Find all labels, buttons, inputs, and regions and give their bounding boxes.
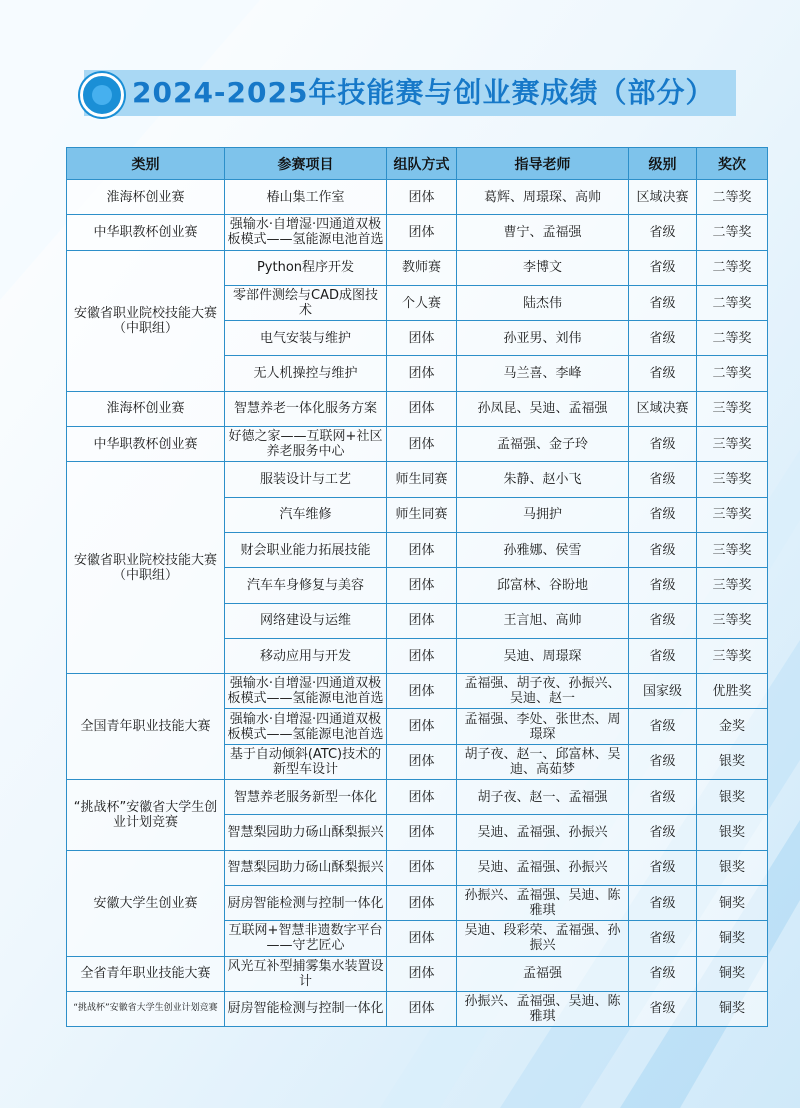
- table-row: [67, 780, 768, 815]
- project-cell: 强输水·自增湿·四通道双极板模式——氢能源电池首选: [225, 215, 387, 250]
- mentor-cell: 吴迪、孟福强、孙振兴: [457, 815, 629, 850]
- level-cell: 省级: [629, 744, 697, 779]
- level-cell: 省级: [629, 356, 697, 391]
- level-cell: 省级: [629, 285, 697, 320]
- award-cell: 铜奖: [697, 991, 768, 1026]
- level-cell: 国家级: [629, 674, 697, 709]
- project-cell: 基于自动倾斜(ATC)技术的新型车设计: [225, 744, 387, 779]
- project-cell: 强输水·自增湿·四通道双极板模式——氢能源电池首选: [225, 709, 387, 744]
- mentor-cell: 胡子夜、赵一、孟福强: [457, 780, 629, 815]
- category-cell: “挑战杯”安徽省大学生创业计划竞赛: [67, 780, 225, 851]
- award-cell: 二等奖: [697, 180, 768, 215]
- team-cell: 团体: [387, 921, 457, 956]
- level-cell: 省级: [629, 427, 697, 462]
- header-mentor: 指导老师: [457, 148, 629, 180]
- award-cell: 二等奖: [697, 215, 768, 250]
- category-cell: 中华职教杯创业赛: [67, 427, 225, 462]
- award-cell: 二等奖: [697, 356, 768, 391]
- title-circle-icon: [80, 73, 124, 117]
- award-cell: 银奖: [697, 780, 768, 815]
- project-cell: 移动应用与开发: [225, 638, 387, 673]
- level-cell: 省级: [629, 921, 697, 956]
- award-cell: 优胜奖: [697, 674, 768, 709]
- team-cell: 团体: [387, 180, 457, 215]
- team-cell: 团体: [387, 815, 457, 850]
- project-cell: Python程序开发: [225, 250, 387, 285]
- mentor-cell: 孙亚男、刘伟: [457, 321, 629, 356]
- level-cell: 区域决赛: [629, 180, 697, 215]
- team-cell: 团体: [387, 956, 457, 991]
- award-cell: 铜奖: [697, 956, 768, 991]
- award-cell: 三等奖: [697, 497, 768, 532]
- category-cell: 安徽大学生创业赛: [67, 850, 225, 956]
- table-row: [67, 215, 768, 250]
- mentor-cell: 马兰喜、李峰: [457, 356, 629, 391]
- results-table: [66, 147, 768, 1027]
- team-cell: 师生同赛: [387, 462, 457, 497]
- team-cell: 团体: [387, 532, 457, 567]
- mentor-cell: 孙雅娜、侯雪: [457, 532, 629, 567]
- level-cell: 省级: [629, 568, 697, 603]
- award-cell: 银奖: [697, 744, 768, 779]
- mentor-cell: 孙振兴、孟福强、吴迪、陈雅琪: [457, 991, 629, 1026]
- mentor-cell: 孙振兴、孟福强、吴迪、陈雅琪: [457, 885, 629, 920]
- award-cell: 二等奖: [697, 250, 768, 285]
- project-cell: 椿山集工作室: [225, 180, 387, 215]
- team-cell: 团体: [387, 603, 457, 638]
- mentor-cell: 马拥护: [457, 497, 629, 532]
- award-cell: 三等奖: [697, 532, 768, 567]
- table-row: [67, 850, 768, 885]
- table-row: [67, 956, 768, 991]
- project-cell: 智慧养老服务新型一体化: [225, 780, 387, 815]
- category-cell: 淮海杯创业赛: [67, 391, 225, 426]
- award-cell: 三等奖: [697, 638, 768, 673]
- award-cell: 三等奖: [697, 568, 768, 603]
- team-cell: 团体: [387, 674, 457, 709]
- level-cell: 省级: [629, 321, 697, 356]
- project-cell: 电气安装与维护: [225, 321, 387, 356]
- team-cell: 团体: [387, 850, 457, 885]
- table-row: [67, 250, 768, 285]
- level-cell: 省级: [629, 956, 697, 991]
- mentor-cell: 孟福强、金子玲: [457, 427, 629, 462]
- mentor-cell: 吴迪、周璟琛: [457, 638, 629, 673]
- mentor-cell: 吴迪、孟福强、孙振兴: [457, 850, 629, 885]
- table-row: [67, 674, 768, 709]
- header-award: 奖次: [697, 148, 768, 180]
- header-category: 类别: [67, 148, 225, 180]
- mentor-cell: 吴迪、段彩荣、孟福强、孙振兴: [457, 921, 629, 956]
- award-cell: 二等奖: [697, 321, 768, 356]
- award-cell: 三等奖: [697, 391, 768, 426]
- team-cell: 团体: [387, 321, 457, 356]
- category-cell: 淮海杯创业赛: [67, 180, 225, 215]
- table-row: [67, 991, 768, 1026]
- team-cell: 教师赛: [387, 250, 457, 285]
- level-cell: 省级: [629, 638, 697, 673]
- level-cell: 省级: [629, 850, 697, 885]
- team-cell: 个人赛: [387, 285, 457, 320]
- project-cell: 强输水·自增湿·四通道双极板模式——氢能源电池首选: [225, 674, 387, 709]
- level-cell: 省级: [629, 885, 697, 920]
- mentor-cell: 陆杰伟: [457, 285, 629, 320]
- project-cell: 厨房智能检测与控制一体化: [225, 991, 387, 1026]
- level-cell: 省级: [629, 780, 697, 815]
- header-level: 级别: [629, 148, 697, 180]
- table-row: [67, 391, 768, 426]
- mentor-cell: 李博文: [457, 250, 629, 285]
- table-row: [67, 462, 768, 497]
- project-cell: 智慧养老一体化服务方案: [225, 391, 387, 426]
- category-cell: 中华职教杯创业赛: [67, 215, 225, 250]
- team-cell: 团体: [387, 427, 457, 462]
- project-cell: 汽车维修: [225, 497, 387, 532]
- level-cell: 省级: [629, 462, 697, 497]
- header-team: 组队方式: [387, 148, 457, 180]
- team-cell: 团体: [387, 744, 457, 779]
- award-cell: 二等奖: [697, 285, 768, 320]
- project-cell: 智慧梨园助力砀山酥梨振兴: [225, 815, 387, 850]
- team-cell: 团体: [387, 215, 457, 250]
- category-cell: “挑战杯”安徽省大学生创业计划竞赛: [67, 991, 225, 1026]
- level-cell: 省级: [629, 497, 697, 532]
- project-cell: 风光互补型捕雾集水装置设计: [225, 956, 387, 991]
- team-cell: 团体: [387, 638, 457, 673]
- project-cell: 智慧梨园助力砀山酥梨振兴: [225, 850, 387, 885]
- level-cell: 省级: [629, 709, 697, 744]
- team-cell: 团体: [387, 391, 457, 426]
- team-cell: 团体: [387, 709, 457, 744]
- header-project: 参赛项目: [225, 148, 387, 180]
- table-row: [67, 180, 768, 215]
- project-cell: 服装设计与工艺: [225, 462, 387, 497]
- mentor-cell: 王言旭、高帅: [457, 603, 629, 638]
- level-cell: 省级: [629, 532, 697, 567]
- mentor-cell: 孟福强、胡子夜、孙振兴、吴迪、赵一: [457, 674, 629, 709]
- category-cell: 安徽省职业院校技能大赛（中职组）: [67, 462, 225, 674]
- team-cell: 师生同赛: [387, 497, 457, 532]
- award-cell: 铜奖: [697, 885, 768, 920]
- mentor-cell: 孟福强: [457, 956, 629, 991]
- mentor-cell: 邱富林、谷盼地: [457, 568, 629, 603]
- award-cell: 三等奖: [697, 427, 768, 462]
- project-cell: 无人机操控与维护: [225, 356, 387, 391]
- mentor-cell: 曹宁、孟福强: [457, 215, 629, 250]
- mentor-cell: 孙凤昆、吴迪、孟福强: [457, 391, 629, 426]
- level-cell: 省级: [629, 991, 697, 1026]
- mentor-cell: 胡子夜、赵一、邱富林、吴迪、高茹梦: [457, 744, 629, 779]
- award-cell: 银奖: [697, 850, 768, 885]
- table-row: [67, 427, 768, 462]
- award-cell: 铜奖: [697, 921, 768, 956]
- table-header-row: [67, 148, 768, 180]
- award-cell: 三等奖: [697, 603, 768, 638]
- project-cell: 互联网+智慧非遗数字平台——守艺匠心: [225, 921, 387, 956]
- category-cell: 安徽省职业院校技能大赛（中职组）: [67, 250, 225, 391]
- team-cell: 团体: [387, 568, 457, 603]
- page-title: 2024-2025年技能赛与创业赛成绩（部分）: [132, 76, 715, 109]
- award-cell: 金奖: [697, 709, 768, 744]
- team-cell: 团体: [387, 991, 457, 1026]
- level-cell: 省级: [629, 815, 697, 850]
- project-cell: 网络建设与运维: [225, 603, 387, 638]
- mentor-cell: 朱静、赵小飞: [457, 462, 629, 497]
- category-cell: 全国青年职业技能大赛: [67, 674, 225, 780]
- mentor-cell: 孟福强、李处、张世杰、周璟琛: [457, 709, 629, 744]
- level-cell: 省级: [629, 603, 697, 638]
- team-cell: 团体: [387, 356, 457, 391]
- award-cell: 三等奖: [697, 462, 768, 497]
- project-cell: 汽车车身修复与美容: [225, 568, 387, 603]
- project-cell: 零部件测绘与CAD成图技术: [225, 285, 387, 320]
- project-cell: 厨房智能检测与控制一体化: [225, 885, 387, 920]
- team-cell: 团体: [387, 780, 457, 815]
- team-cell: 团体: [387, 885, 457, 920]
- level-cell: 省级: [629, 215, 697, 250]
- category-cell: 全省青年职业技能大赛: [67, 956, 225, 991]
- level-cell: 区域决赛: [629, 391, 697, 426]
- project-cell: 财会职业能力拓展技能: [225, 532, 387, 567]
- project-cell: 好德之家——互联网+社区养老服务中心: [225, 427, 387, 462]
- mentor-cell: 葛辉、周璟琛、高帅: [457, 180, 629, 215]
- level-cell: 省级: [629, 250, 697, 285]
- award-cell: 银奖: [697, 815, 768, 850]
